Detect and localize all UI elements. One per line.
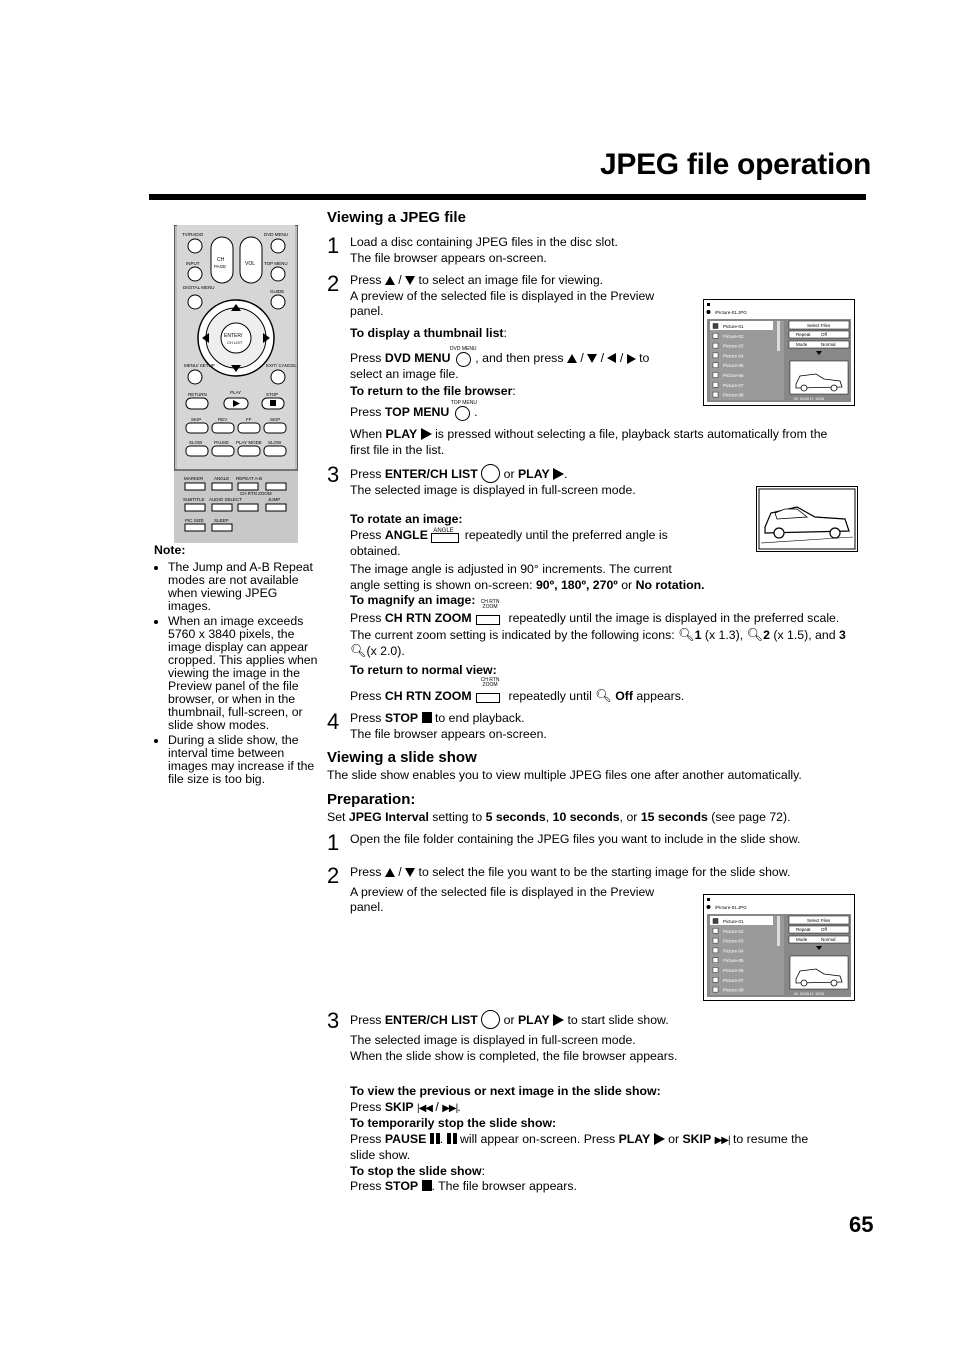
- text: No rotation.: [635, 577, 705, 592]
- step1-line: Load a disc containing JPEG files in the disc slot.: [350, 235, 618, 249]
- resolution: W: 2048 H: 1536: [794, 991, 824, 996]
- pause-icon: [447, 1133, 451, 1144]
- text: Press: [350, 273, 382, 287]
- text-block: [350, 663, 865, 704]
- ch-rtn-zoom-button-icon: [475, 599, 505, 626]
- file-thumbnail-icon: [713, 919, 718, 924]
- text: A preview of the selected file is displayed in the Preview: [350, 884, 655, 899]
- section-heading-slide-show: Viewing a slide show: [327, 749, 477, 766]
- text: first file in the list.: [350, 442, 445, 457]
- file-list-item[interactable]: Picture-04: [723, 948, 744, 954]
- text: Press TOP MENU TOP MENU .: [350, 405, 478, 421]
- down-arrow-icon: [405, 868, 415, 877]
- remote-label: SKIP: [270, 417, 281, 422]
- text: Set: [327, 810, 346, 824]
- file-list-item[interactable]: Picture-05: [723, 958, 744, 964]
- text-block: Press DVD MENU DVD MENU , and then press / / / to select an image file.: [350, 345, 695, 382]
- step-text: Press / to select an image file for viewing. A preview of the selected file is displayed in the Preview panel.: [350, 273, 700, 320]
- remote-label: RETURN: [188, 392, 207, 397]
- text: Press: [350, 527, 382, 542]
- icon-caption: CH RTN ZOOM: [480, 676, 500, 688]
- button-name: CH RTN ZOOM: [384, 611, 472, 625]
- text: Press: [350, 1131, 382, 1146]
- text: JPEG Interval: [348, 810, 429, 824]
- text: Press: [350, 611, 382, 625]
- text: (x 1.3),: [704, 627, 744, 642]
- mode-value: Normal: [821, 937, 836, 942]
- text: is pressed without selecting a file, playback starts automatically from the: [435, 427, 828, 441]
- file-thumbnail-icon: [713, 958, 718, 963]
- file-list-item[interactable]: Picture-04: [723, 353, 744, 359]
- step-text: [350, 235, 690, 266]
- text: panel.: [350, 304, 384, 318]
- remote-label: FF: [246, 417, 252, 422]
- file-thumbnail-icon: [713, 977, 718, 982]
- text: When: [350, 427, 383, 441]
- skip-forward-icon: ▶▶|: [714, 1134, 730, 1146]
- remote-label: GUIDE: [270, 289, 285, 294]
- repeat-label: Repeat: [796, 332, 811, 337]
- text: or: [668, 1131, 680, 1146]
- subheading: To view the previous or next image in the slide show:: [350, 1084, 661, 1098]
- button-name: SKIP: [682, 1131, 712, 1146]
- remote-label: PLAY MODE: [236, 440, 262, 445]
- text: 90º, 180º, 270º: [535, 577, 618, 592]
- remote-label: MENU/ SETUP: [184, 363, 215, 368]
- top-menu-button-icon: [450, 400, 477, 419]
- zoom-magnifier-icon: 🔍︎: [678, 626, 695, 642]
- text: repeatedly until the preferred angle is: [464, 527, 668, 542]
- remote-label: ENTER/: [224, 333, 243, 339]
- subheading: To return to the file browser: [350, 384, 513, 398]
- button-name: DVD MENU: [384, 351, 451, 365]
- note-item: • During a slide show, the interval time between images may increase if the file size is too big.: [168, 734, 319, 786]
- button-name: PLAY: [618, 1131, 651, 1146]
- button-name: PLAY: [517, 1013, 550, 1027]
- text-block: [350, 512, 750, 609]
- down-arrow-icon: [405, 276, 415, 285]
- text: Press: [350, 865, 382, 879]
- icon-caption: CH RTN ZOOM: [480, 599, 500, 610]
- text-block: [350, 427, 860, 458]
- icon-caption: TOP MENU: [450, 400, 477, 406]
- text: , and then press: [475, 351, 564, 365]
- text: angle setting is shown on-screen:: [350, 577, 533, 592]
- mode-value: Normal: [821, 342, 836, 347]
- file-thumbnail-icon: [713, 948, 718, 953]
- mode-label: Mode: [796, 937, 808, 942]
- step-number: 3: [327, 462, 340, 487]
- remote-control-icon: [174, 225, 298, 543]
- text-block: To view the previous or next image in the slide show: Press SKIP |◀◀ / ▶▶|. To temporarily stop the slide show: Press PAUSE . will appear on-screen. Press PLAY or SKIP ▶▶| to resume the slide show. To stop the slide show: Press STOP . The file browser appears.: [350, 1084, 860, 1195]
- text: obtained.: [350, 543, 401, 558]
- file-list-item[interactable]: Picture-01: [723, 919, 744, 924]
- subheading: To display a thumbnail list: [350, 326, 504, 340]
- subheading: To return to normal view:: [350, 663, 497, 677]
- text: Press: [350, 1099, 382, 1114]
- file-list-item[interactable]: Picture-06: [723, 373, 744, 378]
- icon-caption: DVD MENU: [449, 346, 477, 352]
- step-number: 1: [327, 233, 340, 258]
- play-icon: [553, 1014, 564, 1026]
- button-name: ANGLE: [384, 527, 428, 542]
- file-list-item[interactable]: Picture-05: [723, 363, 744, 369]
- enter-button-icon: [481, 1010, 500, 1029]
- remote-label: SUBTITLE: [183, 497, 205, 502]
- text: The slide show enables you to view multiple JPEG files one after another automatically.: [327, 768, 802, 782]
- remote-label: ANGLE: [214, 476, 230, 481]
- repeat-label: Repeat: [796, 927, 811, 932]
- resolution: W: 2048 H: 1536: [794, 396, 824, 401]
- file-list-item[interactable]: Picture-01: [723, 324, 744, 329]
- step-text: [350, 711, 750, 742]
- file-browser-screen: [703, 894, 855, 1001]
- text: or: [503, 1013, 515, 1027]
- select-files: Select Files: [807, 918, 831, 923]
- text: (x 2.0).: [366, 644, 405, 658]
- subheading: To stop the slide show: [350, 1163, 482, 1178]
- remote-label: SLOW: [189, 440, 203, 445]
- text: 1: [694, 627, 702, 642]
- text: or: [503, 467, 515, 481]
- remote-label: SKIP: [191, 417, 202, 422]
- remote-label: TOP MENU: [264, 261, 288, 266]
- file-thumbnail-icon: [713, 363, 718, 368]
- title-rule: [149, 194, 866, 200]
- remote-control-illustration: [174, 225, 298, 543]
- zoom-magnifier-icon: 🔍︎: [595, 687, 612, 703]
- file-list-item[interactable]: Picture-02: [723, 928, 744, 934]
- text: to start slide show.: [567, 1013, 669, 1027]
- browser-path: /Picture-01.JPG: [715, 310, 747, 315]
- remote-label: PAGE: [214, 264, 227, 269]
- step-text: [350, 1010, 750, 1064]
- text: panel.: [350, 900, 384, 914]
- step1-line: The file browser appears on-screen.: [350, 250, 547, 265]
- full-screen-image: [756, 486, 858, 552]
- text: The file browser appears on-screen.: [350, 726, 547, 741]
- text: To display a thumbnail list:: [350, 326, 507, 340]
- text: The current zoom setting is indicated by the following icons:: [350, 627, 675, 642]
- text: or: [621, 577, 633, 592]
- button-name: CH RTN ZOOM: [384, 688, 472, 703]
- button-name: ENTER/CH LIST: [384, 467, 478, 481]
- text: will appear on-screen. Press: [460, 1131, 616, 1146]
- file-list-item[interactable]: Picture-06: [723, 968, 744, 973]
- text-block: Set JPEG Interval setting to 5 seconds, 10 seconds, or 15 seconds (see page 72).: [327, 810, 791, 824]
- stop-icon: [422, 1180, 432, 1191]
- pause-icon: [436, 1133, 440, 1144]
- remote-label: PIC SIZE: [185, 518, 204, 523]
- browser-path: /Picture-01.JPG: [715, 905, 747, 910]
- step-text: Open the file folder containing the JPEG files you want to include in the slide show.: [350, 832, 801, 846]
- file-thumbnail-icon: [713, 928, 718, 933]
- step-number: 2: [327, 271, 340, 296]
- up-arrow-icon: [567, 354, 577, 363]
- up-arrow-icon: [385, 276, 395, 285]
- text: Press: [350, 1179, 382, 1193]
- repeat-value: Off: [821, 927, 827, 932]
- right-arrow-icon: [627, 354, 636, 364]
- step-number: 1: [327, 830, 340, 855]
- file-browser-illustration-icon: [704, 300, 854, 405]
- file-list-item[interactable]: Picture-02: [723, 333, 744, 339]
- subheading: To temporarily stop the slide show:: [350, 1116, 557, 1130]
- text: select an image file.: [350, 366, 459, 381]
- file-list-item[interactable]: Picture-03: [723, 343, 744, 349]
- remote-label: INPUT: [186, 261, 200, 266]
- file-thumbnail-icon: [713, 968, 718, 973]
- play-icon: [654, 1133, 665, 1145]
- text: to select an image file for viewing.: [418, 273, 604, 287]
- text: Press: [350, 405, 382, 419]
- button-name: PAUSE: [384, 1131, 427, 1146]
- remote-label: DIGITAL MENU: [183, 285, 215, 290]
- remote-label: CH: [217, 257, 225, 263]
- remote-label: CH LIST: [227, 340, 243, 345]
- text: to end playback.: [434, 711, 525, 725]
- text: to resume the: [733, 1131, 809, 1146]
- pause-icon: [453, 1133, 457, 1144]
- text: 3: [838, 627, 846, 642]
- file-thumbnail-icon: [713, 333, 718, 338]
- preparation-heading: Preparation:: [327, 791, 416, 808]
- section-heading-viewing-jpeg: Viewing a JPEG file: [327, 209, 466, 226]
- file-browser-screen: [703, 299, 855, 406]
- text: Press: [350, 1013, 382, 1027]
- down-arrow-icon: [587, 354, 597, 363]
- text: Press: [350, 711, 382, 725]
- note-box: [154, 544, 319, 788]
- text: The selected image is displayed in full-screen mode.: [350, 483, 636, 497]
- file-thumbnail-icon: [713, 343, 718, 348]
- text: The selected image is displayed in full-screen mode.: [350, 1033, 636, 1047]
- remote-label: JUMP: [268, 497, 281, 502]
- text: 5 seconds: [485, 810, 546, 824]
- text: appears.: [636, 688, 685, 703]
- text: The image angle is adjusted in 90° increments. The current: [350, 562, 672, 576]
- icon-caption: ANGLE: [433, 527, 454, 534]
- text: setting to: [432, 810, 483, 824]
- step-number: 4: [327, 709, 340, 734]
- step-text: Press / to select the file you want to be the starting image for the slide show. A preview of the selected file is displayed in the Preview panel.: [350, 865, 860, 916]
- step-text: Press ENTER/CH LIST or PLAY . The selected image is displayed in full-screen mode.: [350, 464, 750, 499]
- remote-label: SLEEP: [214, 518, 229, 523]
- button-name: ENTER/CH LIST: [384, 1013, 478, 1027]
- remote-label: REPEAT A-B: [236, 476, 263, 481]
- text: Off: [615, 688, 633, 703]
- file-thumbnail-icon: [713, 353, 718, 358]
- remote-label: EXIT/ CANCEL: [266, 363, 297, 368]
- file-list-item[interactable]: Picture-03: [723, 938, 744, 944]
- remote-label: STOP: [266, 392, 279, 397]
- play-icon: [553, 468, 564, 480]
- button-name: PLAY: [517, 467, 550, 481]
- remote-label: MARKER: [184, 476, 204, 481]
- text: to select the file you want to be the starting image for the slide show.: [418, 865, 791, 879]
- text: 10 seconds: [552, 810, 620, 824]
- remote-label: PAUSE: [214, 440, 229, 445]
- button-name: STOP: [384, 711, 419, 725]
- stop-icon: [422, 712, 432, 723]
- file-thumbnail-icon: [713, 373, 718, 378]
- left-arrow-icon: [607, 353, 616, 363]
- select-files: Select Files: [807, 323, 831, 328]
- file-list-item[interactable]: Picture-08: [723, 392, 744, 398]
- car-image-icon: [757, 487, 857, 551]
- angle-button-icon: [431, 527, 461, 544]
- ch-rtn-zoom-button-icon: [475, 676, 505, 704]
- text: When the slide show is completed, the file browser appears.: [350, 1048, 678, 1063]
- file-thumbnail-icon: [713, 392, 718, 397]
- button-name: SKIP: [384, 1099, 414, 1114]
- text: (x 1.5), and: [773, 627, 836, 642]
- file-thumbnail-icon: [713, 324, 718, 329]
- dvd-menu-button-icon: [449, 346, 477, 365]
- remote-label: PLAY: [230, 390, 242, 395]
- step-number: 2: [327, 863, 340, 888]
- text: . The file browser appears.: [431, 1179, 577, 1193]
- text: (see page 72).: [711, 810, 791, 824]
- text: slide show.: [350, 1148, 411, 1162]
- skip-forward-icon: ▶▶|: [442, 1102, 458, 1114]
- file-list-item[interactable]: Picture-07: [723, 977, 744, 983]
- file-thumbnail-icon: [713, 938, 718, 943]
- enter-button-icon: [481, 464, 500, 483]
- zoom-magnifier-icon: 🔍︎: [350, 643, 367, 658]
- text: repeatedly until: [508, 688, 592, 703]
- text: 15 seconds: [640, 810, 708, 824]
- step-number: 3: [327, 1008, 340, 1033]
- remote-label: TV/RADIO: [182, 232, 204, 237]
- skip-back-icon: |◀◀: [416, 1102, 432, 1114]
- text: Press: [350, 351, 382, 365]
- pause-icon: [430, 1133, 434, 1144]
- file-list-item[interactable]: Picture-07: [723, 382, 744, 388]
- button-name: STOP: [384, 1179, 419, 1193]
- remote-label: DVD MENU: [264, 232, 289, 237]
- text: To return to the file browser:: [350, 384, 516, 398]
- text: to: [639, 351, 650, 365]
- text: A preview of the selected file is displayed in the Preview: [350, 288, 655, 303]
- text: Press: [350, 467, 382, 481]
- play-icon: [421, 428, 432, 440]
- text: , or: [619, 810, 638, 824]
- file-thumbnail-icon: [713, 987, 718, 992]
- file-list-item[interactable]: Picture-08: [723, 987, 744, 993]
- remote-label: AUDIO SELECT: [209, 497, 243, 502]
- remote-label: VOL: [245, 261, 256, 267]
- file-thumbnail-icon: [713, 382, 718, 387]
- button-name: PLAY: [385, 427, 418, 441]
- remote-label: REV: [218, 417, 228, 422]
- page-number: 65: [849, 1212, 874, 1237]
- subheading: To rotate an image:: [350, 512, 463, 526]
- mode-label: Mode: [796, 342, 808, 347]
- page-title: JPEG file operation: [600, 148, 872, 181]
- button-name: TOP MENU: [384, 405, 450, 419]
- up-arrow-icon: [385, 868, 395, 877]
- remote-label: CH RTN ZOOM: [240, 491, 272, 496]
- text: 2: [763, 627, 770, 642]
- remote-label: SLOW: [268, 440, 282, 445]
- subheading: To magnify an image:: [350, 593, 476, 607]
- note-heading: Note:: [154, 543, 186, 557]
- note-item: • The Jump and A-B Repeat modes are not available when viewing JPEG images.: [168, 561, 319, 613]
- zoom-magnifier-icon: 🔍︎: [746, 626, 764, 642]
- text: repeatedly until the image is displayed in the preferred scale.: [508, 611, 840, 625]
- repeat-value: Off: [821, 332, 827, 337]
- file-browser-illustration-icon: [704, 895, 854, 1000]
- text: Press: [350, 688, 382, 703]
- note-item: • When an image exceeds 5760 x 3840 pixels, the image display can appear cropped. This applies when viewing the image in the Preview panel of the file browser, or when in the thumbnail, full-screen, or slide show modes.: [168, 615, 319, 732]
